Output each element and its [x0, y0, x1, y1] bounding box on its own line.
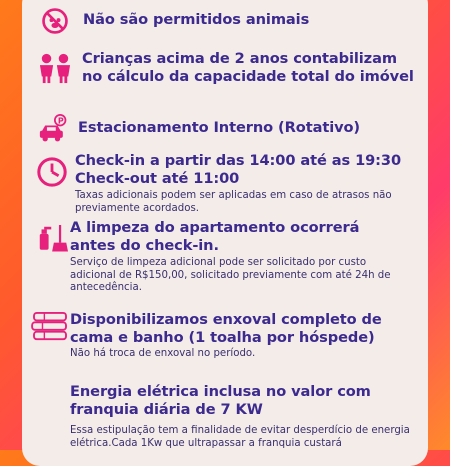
rule-title: A limpeza do apartamento ocorrerá antes do check-in. — [70, 219, 360, 254]
rule-note: Essa estipulação tem a finalidade de evitar desperdício de energia elétrica.Cada 1Kw que ultrapassar a franquia custará — [70, 425, 410, 449]
rule-title: Não são permitidos animais — [83, 11, 310, 28]
rule-note: Não há troca de enxoval no período. — [70, 348, 256, 359]
svg-text:P: P — [57, 116, 64, 126]
parking-car-icon — [38, 114, 70, 144]
children-icon — [36, 52, 74, 84]
rule-note: Taxas adicionais podem ser aplicadas em caso de atrasos não previamente acordados. — [75, 190, 392, 214]
cleaning-icon — [36, 225, 70, 255]
rule-title: Disponibilizamos enxoval completo de cama e banho (1 toalha por hóspede) — [70, 311, 382, 346]
rule-title: Energia elétrica inclusa no valor com franquia diária de 7 KW — [70, 383, 371, 418]
no-pets-icon — [40, 6, 70, 36]
rules-card — [22, 0, 428, 466]
rule-title: Check-in a partir das 14:00 até as 19:30 Check-out até 11:00 — [75, 152, 402, 187]
towels-icon — [30, 311, 70, 343]
rule-title: Estacionamento Interno (Rotativo) — [78, 119, 361, 136]
rule-note: Serviço de limpeza adicional pode ser solicitado por custo adicional de R$150,00, solicitado previamente com até 24h de antecedência. — [70, 257, 391, 293]
rule-title: Crianças acima de 2 anos contabilizam no cálculo da capacidade total do imóvel — [82, 50, 414, 85]
clock-icon — [36, 156, 68, 188]
